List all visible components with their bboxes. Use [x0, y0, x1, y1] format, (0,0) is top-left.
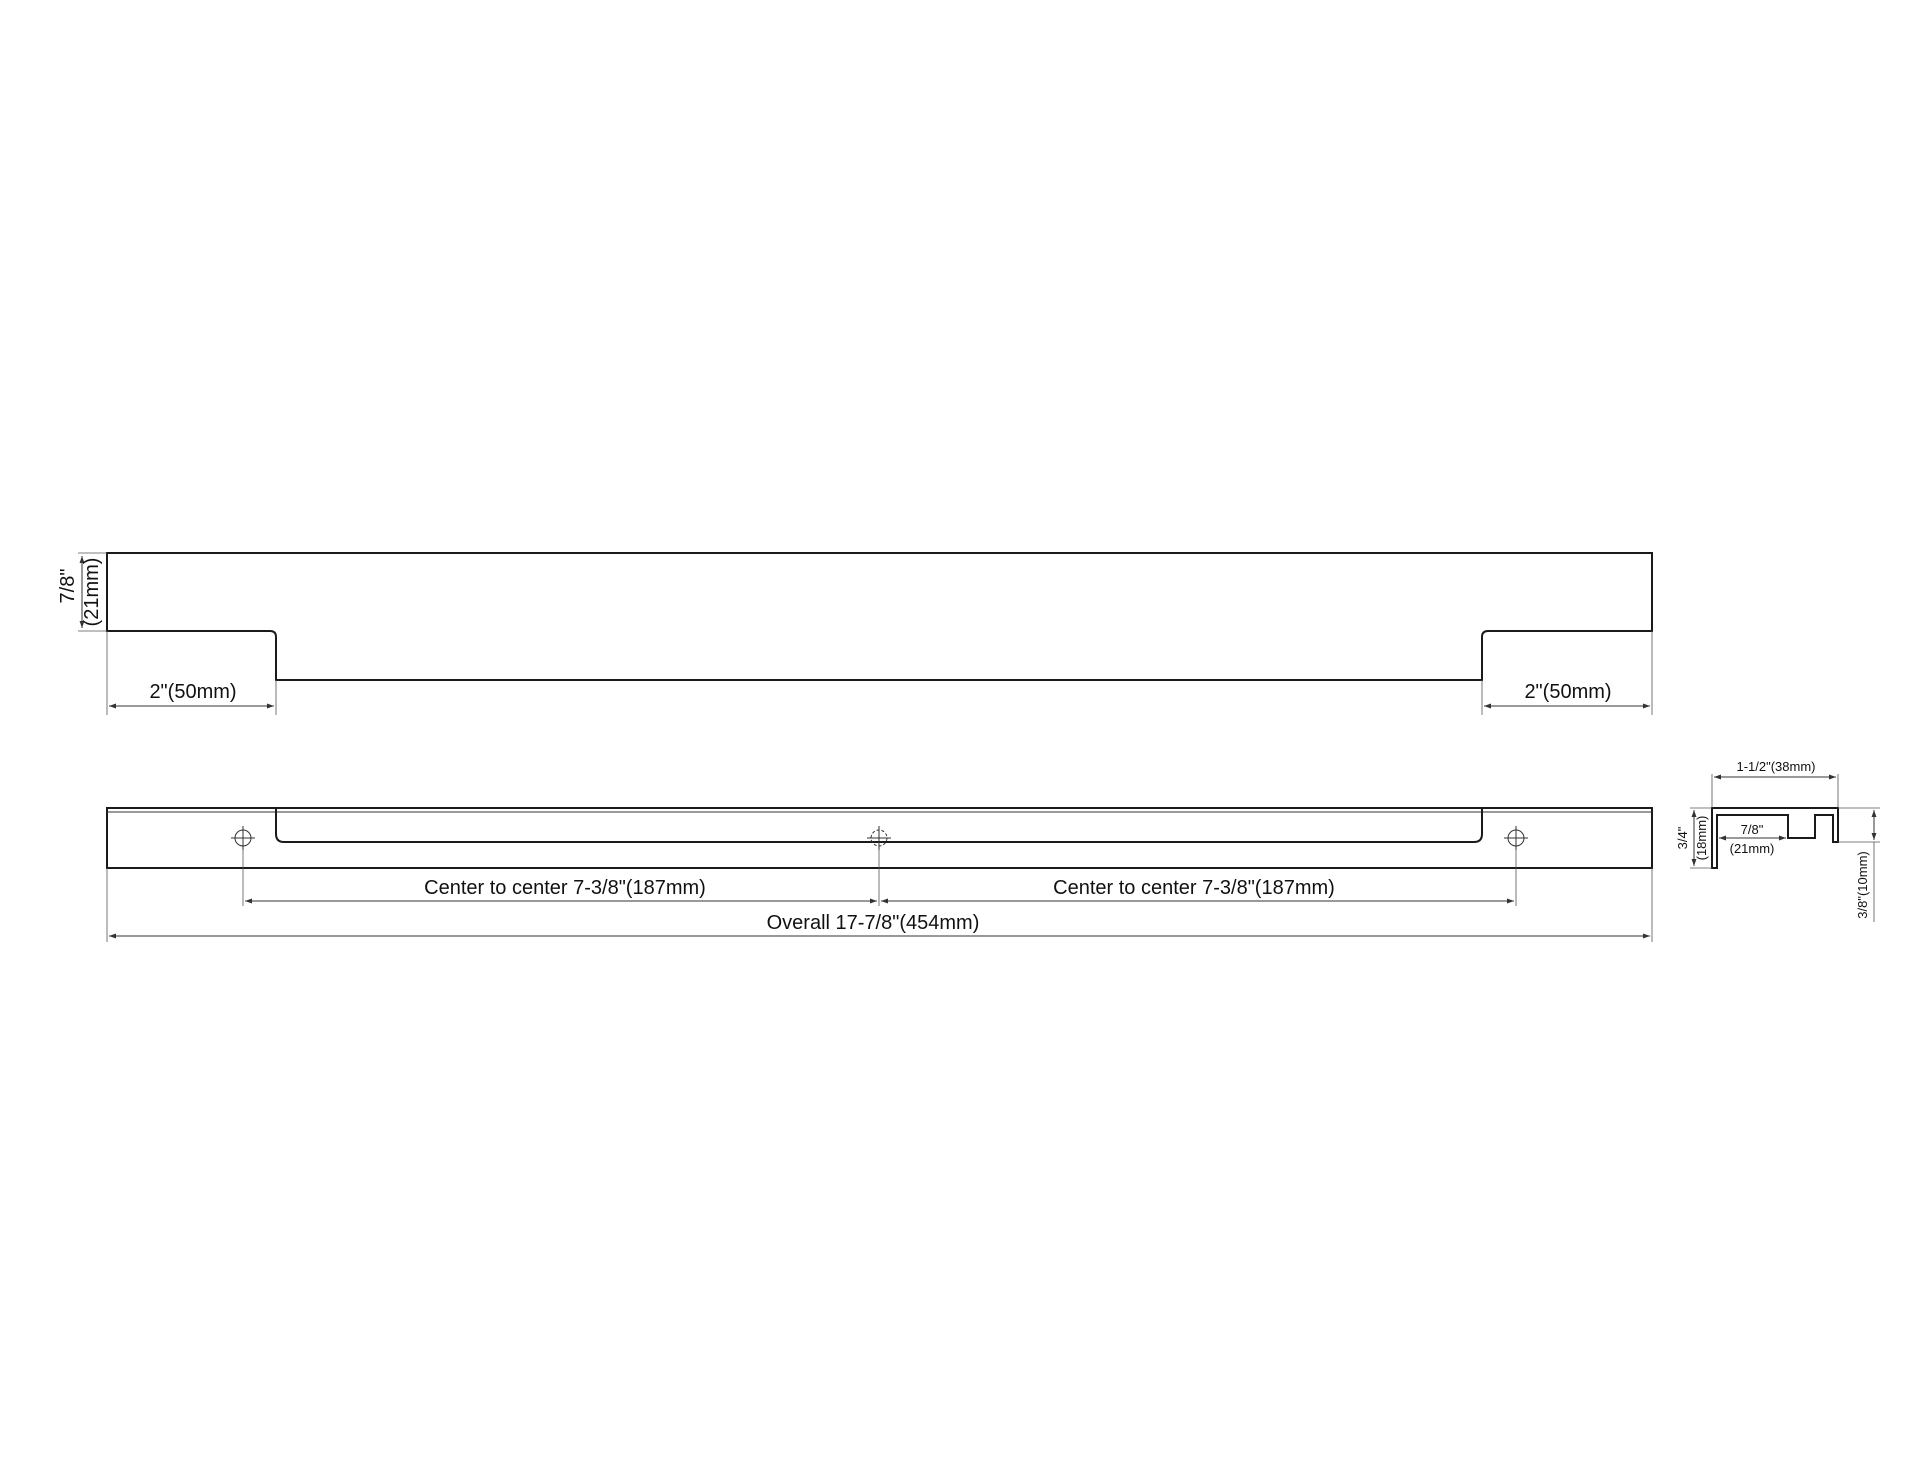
left-offset-label: 2"(50mm)	[149, 681, 237, 703]
profile-height-label: 3/4"	[1675, 826, 1690, 850]
mounting-hole-right	[1504, 826, 1528, 850]
height-label: 7/8"	[57, 568, 79, 604]
depth-label: 1-1/2"(38mm)	[1736, 759, 1816, 774]
profile-view	[1675, 759, 1880, 922]
top-view	[57, 553, 1652, 715]
center-right-label: Center to center 7-3/8"(187mm)	[1053, 877, 1335, 899]
inner-mm-label: (21mm)	[1729, 841, 1775, 856]
lip-label: 3/8"(10mm)	[1855, 851, 1870, 919]
mounting-hole-left	[231, 826, 255, 850]
profile-height-mm-label: (18mm)	[1694, 815, 1709, 861]
right-offset-label: 2"(50mm)	[1524, 681, 1612, 703]
height-mm-label: (21mm)	[81, 557, 103, 627]
mounting-hole-center	[867, 826, 891, 850]
center-left-label: Center to center 7-3/8"(187mm)	[424, 877, 706, 899]
inner-label: 7/8"	[1740, 822, 1764, 837]
top-view-outline	[107, 553, 1652, 680]
overall-label: Overall 17-7/8"(454mm)	[766, 912, 980, 934]
front-view	[107, 808, 1652, 942]
